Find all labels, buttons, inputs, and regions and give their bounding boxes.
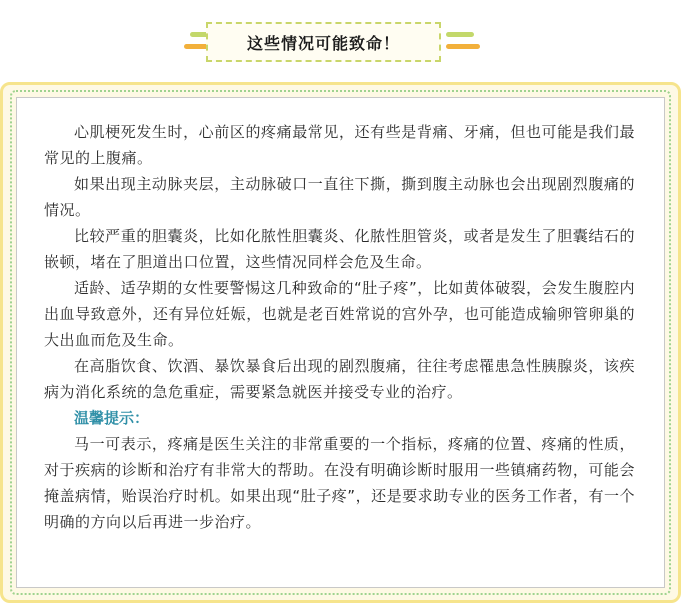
decor-bar-right-orange bbox=[446, 44, 480, 49]
title-box bbox=[206, 22, 441, 62]
paragraph-pancreatitis: 在高脂饮食、饮酒、暴饮暴食后出现的剧烈腹痛，往往考虑罹患急性胰腺炎，该疾病为消化系统的急危重症，需要紧急就医并接受专业的治疗。 bbox=[44, 357, 635, 401]
title-banner bbox=[0, 0, 681, 70]
paragraph-women-risks: 适龄、适孕期的女性要警惕这几种致命的“肚子疼”，比如黄体破裂，会发生腹腔内出血导致意外，还有异位妊娠，也就是老百姓常说的宫外孕，也可能造成输卵管卵巢的大出血而危及生命。 bbox=[44, 279, 635, 349]
paragraph-aortic-dissection: 如果出现主动脉夹层，主动脉破口一直往下撕，撕到腹主动脉也会出现剧烈腹痛的情况。 bbox=[44, 175, 635, 219]
paragraph-cholecystitis: 比较严重的胆囊炎，比如化脓性胆囊炎、化脓性胆管炎，或者是发生了胆囊结石的嵌顿，堵在了胆道出口位置，这些情况同样会危及生命。 bbox=[44, 227, 635, 271]
tip-heading: 温馨提示： bbox=[74, 409, 150, 427]
page-title: 这些情况可能致命！ bbox=[246, 33, 400, 53]
inner-frame bbox=[10, 90, 671, 595]
tip-text: 马一可表示，疼痛是医生关注的非常重要的一个指标，疼痛的位置、疼痛的性质，对于疾病的诊断和治疗有非常大的帮助。在没有明确诊断时服用一些镇痛药物，可能会掩盖病情，贻误治疗时机。如果出现“肚子疼”，还是要求助专业的医务工作者，有一个明确的方向以后再进一步治疗。 bbox=[44, 435, 635, 531]
article-body bbox=[16, 97, 665, 588]
outer-frame bbox=[0, 82, 681, 603]
decor-bar-right-green bbox=[446, 32, 474, 37]
paragraph-myocardial-infarction: 心肌梗死发生时，心前区的疼痛最常见，还有些是背痛、牙痛，但也可能是我们最常见的上腹痛。 bbox=[44, 123, 635, 167]
